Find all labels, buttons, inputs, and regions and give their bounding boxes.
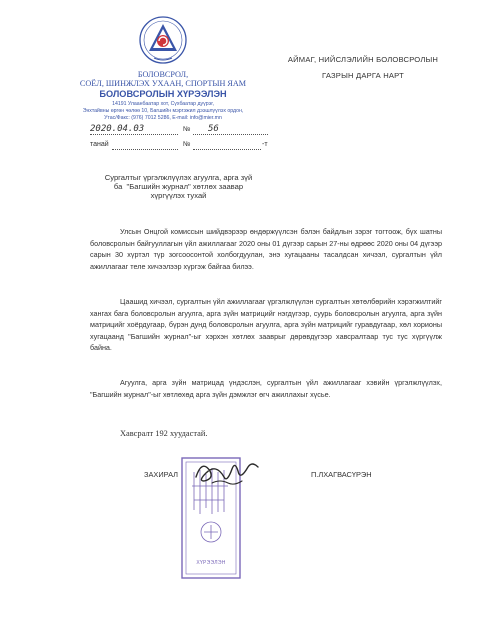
document-number: 56 (208, 124, 219, 134)
signatory-name: П.ЛХАГВАСҮРЭН (311, 470, 372, 479)
paragraph-2-text: Цаашид хичээл, сургалтын үйл ажиллагааг үргэлжлүүлэн сургалтын хөтөлбөрийн хэрэгжилтийг хангах бага боловсролын агуулга, арга зүйн матрицийг нэгдүгээр, суурь боловсролын агуулга, арга зүйн матрицийг хоёрдугаар, бүрэн дунд боловсролын агуулга, арга зүйн матрицийг гуравдугаар, хөл хорионы хугацаанд "Багшийн журнал"-ыг хэрхэн хөтлөх зааврыг дөрөвдүгээр хавсралтаар тус тус хүргүүлж байна. (90, 297, 442, 353)
organization-name: БОЛОВСРОЛЫН ХҮРЭЭЛЭН (99, 88, 227, 99)
your-number-underline (193, 149, 261, 150)
signatory-title: ЗАХИРАЛ (144, 470, 179, 479)
subject-line-3: хүргүүлэх тухай (150, 191, 207, 200)
letterhead-ministry (58, 70, 268, 100)
addressee-line-2: ГАЗРЫН ДАРГА НАРТ (322, 71, 404, 80)
address-line-2: Энхтайвны өргөн чөлөө 10, Багшийн мэргэжил дээшлүүлэх ордон, (82, 108, 244, 114)
attachment-note: Хавсралт 192 хуудастай. (120, 429, 208, 438)
date-underline (90, 134, 178, 135)
document-date: 2020.04.03 (90, 124, 145, 134)
paragraph-1-text: Улсын Онцгой комиссын шийдвэрээр өндөржүүлсэн бэлэн байдлын зэрэг тогтоож, бүх шатны боловсролын байгууллагын үйл ажиллагааг 2020 оны 01 дүгээр сарын 27-ны өдрөөс 2020 оны 04 дүгээр сарын 30 хүртэл түр зогсоосонтой холбогдуулан, энэ хугацааны тасалдсан хичээл, сургалтын үйл ажиллагааг теле хичээлээр хүргэж байгаа билээ. (90, 227, 442, 271)
number-label: № (183, 126, 191, 133)
number-underline (193, 134, 268, 135)
handwritten-signature (192, 455, 262, 495)
address-line-1: 14191 Улаанбаатар хот, Сүхбаатар дүүрэг, (112, 101, 214, 107)
stamp-text: ХҮРЭЭЛЭН (196, 560, 226, 566)
subject-line-2: ба "Багшийн журнал" хөтлөх заавар (113, 182, 244, 191)
subject-block (96, 173, 261, 200)
your-label: танай (90, 141, 109, 148)
body-paragraph-1 (90, 226, 442, 272)
body-paragraph-3 (90, 377, 442, 400)
body-paragraph-2 (90, 296, 442, 354)
your-number-label: № (183, 141, 191, 148)
institution-logo (138, 14, 188, 66)
addressee-line-1: АЙМАГ, НИЙСЛЭЛИЙН БОЛОВСРОЛЫН (287, 55, 439, 64)
your-date-underline (112, 149, 178, 150)
your-suffix: -т (262, 141, 268, 148)
ministry-line-2: СОЁЛ, ШИНЖЛЭХ УХААН, СПОРТЫН ЯАМ (79, 79, 247, 89)
letterhead-address (58, 101, 268, 122)
address-line-3: Утас/Факс: (976) 7012 5286, E-mail: info@mier.mn (104, 115, 222, 121)
subject-line-1: Сургалтыг үргэлжлүүлэх агуулга, арга зүй (104, 173, 253, 182)
addressee-block (268, 52, 458, 84)
paragraph-3-text: Агуулга, арга зүйн матрицад үндэслэн, сургалтын үйл ажиллагааг хэвийн үргэлжлүүлэх, "Багшийн журнал"-ыг хөтлөхөд арга зүйн дэмжлэг өгч ажиллахыг хүсье. (90, 378, 442, 399)
ministry-line-1: БОЛОВСРОЛ, (137, 70, 189, 79)
